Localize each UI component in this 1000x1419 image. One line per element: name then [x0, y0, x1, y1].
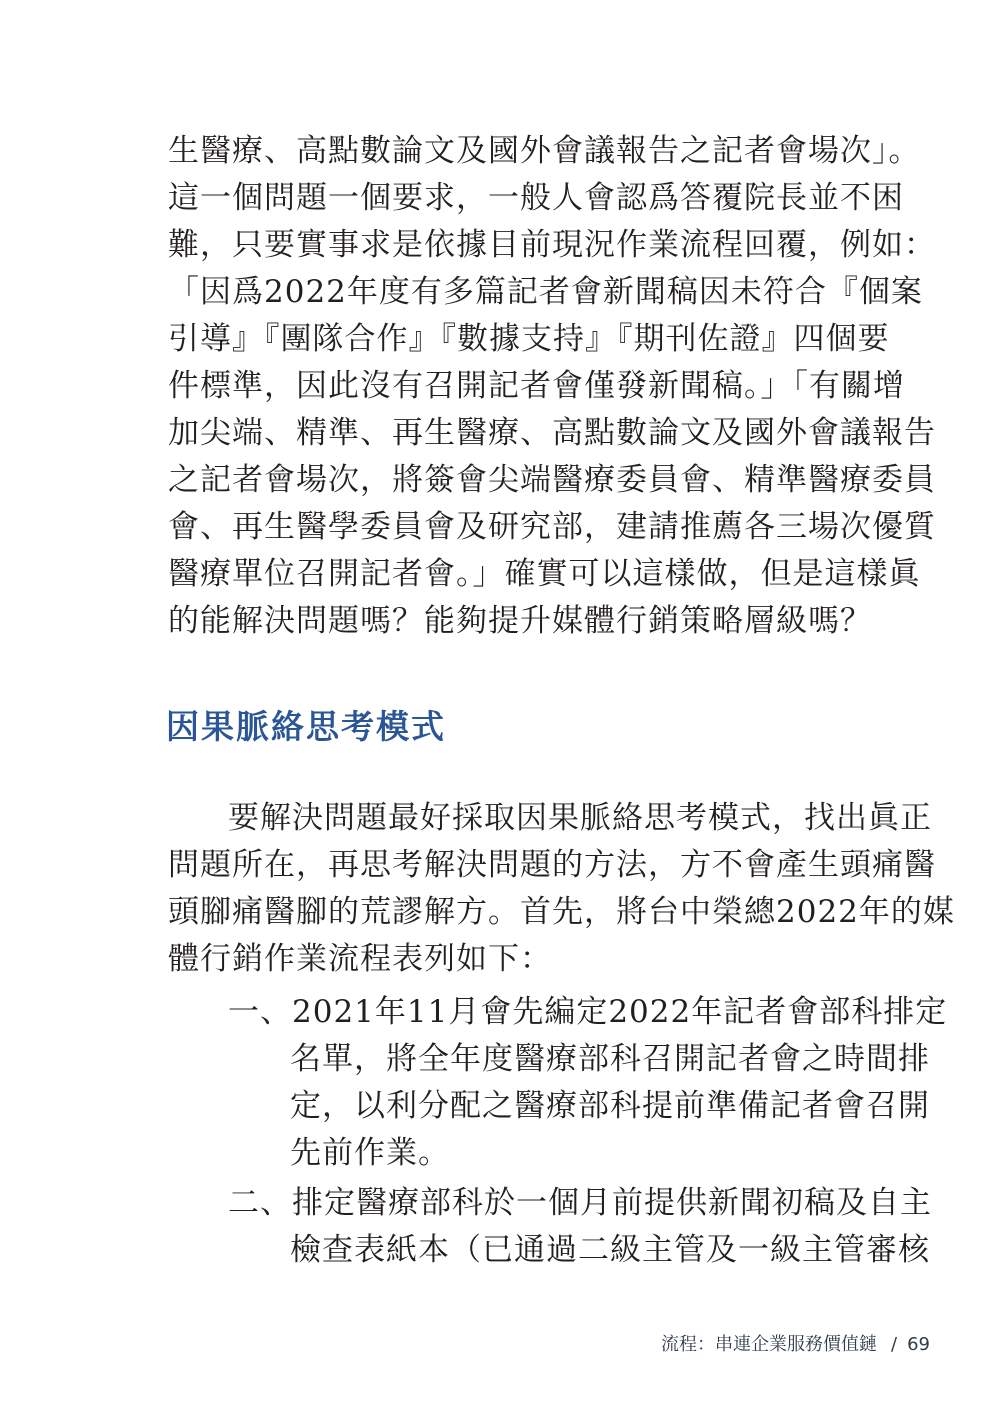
text-line: 要解決問題最好採取因果脈絡思考模式，找出眞正: [228, 800, 932, 836]
text-line: 一、2021年11月會先編定2022年記者會部科排定: [228, 994, 948, 1030]
text-line: 名單，將全年度醫療部科召開記者會之時間排: [290, 1041, 930, 1077]
text-line: 這一個問題一個要求，一般人會認爲答覆院長並不困: [168, 180, 904, 216]
text-line: 先前作業。: [290, 1135, 450, 1171]
page-footer: [661, 1333, 930, 1357]
section-heading: 因果脈絡思考模式: [166, 707, 446, 746]
text-line: 檢查表紙本（已通過二級主管及一級主管審核: [290, 1232, 930, 1268]
text-line: 加尖端、精準、再生醫療、高點數論文及國外會議報告: [168, 415, 936, 451]
text-line: 「因爲2022年度有多篇記者會新聞稿因未符合『個案: [168, 274, 923, 310]
text-line: 二、排定醫療部科於一個月前提供新聞初稿及自主: [228, 1185, 932, 1221]
page-number: 69: [907, 1334, 930, 1355]
text-line: 會、再生醫學委員會及研究部，建請推薦各三場次優質: [168, 509, 936, 545]
text-line: 醫療單位召開記者會。」確實可以這樣做，但是這樣眞: [168, 556, 921, 592]
text-line: 件標準，因此沒有召開記者會僅發新聞稿。」「有關增: [168, 368, 905, 404]
text-line: 體行銷作業流程表列如下：: [168, 941, 552, 977]
text-line: 定，以利分配之醫療部科提前準備記者會召開: [290, 1088, 930, 1124]
text-line: 的能解決問題嗎？能夠提升媒體行銷策略層級嗎？: [168, 603, 872, 639]
text-line: 難，只要實事求是依據目前現況作業流程回覆，例如：: [168, 227, 936, 263]
text-line: 頭腳痛醫腳的荒謬解方。首先，將台中榮總2022年的媒: [168, 894, 955, 930]
text-line: 之記者會場次，將簽會尖端醫療委員會、精準醫療委員: [168, 462, 936, 498]
footer-separator: /: [891, 1334, 898, 1355]
text-line: 引導』『團隊合作』『數據支持』『期刊佐證』四個要: [168, 321, 890, 357]
text-line: 問題所在，再思考解決問題的方法，方不會產生頭痛醫: [168, 847, 936, 883]
running-title: 流程：串連企業服務價值鏈: [661, 1334, 878, 1355]
text-line: 生醫療、高點數論文及國外會議報告之記者會場次」。: [168, 133, 921, 169]
